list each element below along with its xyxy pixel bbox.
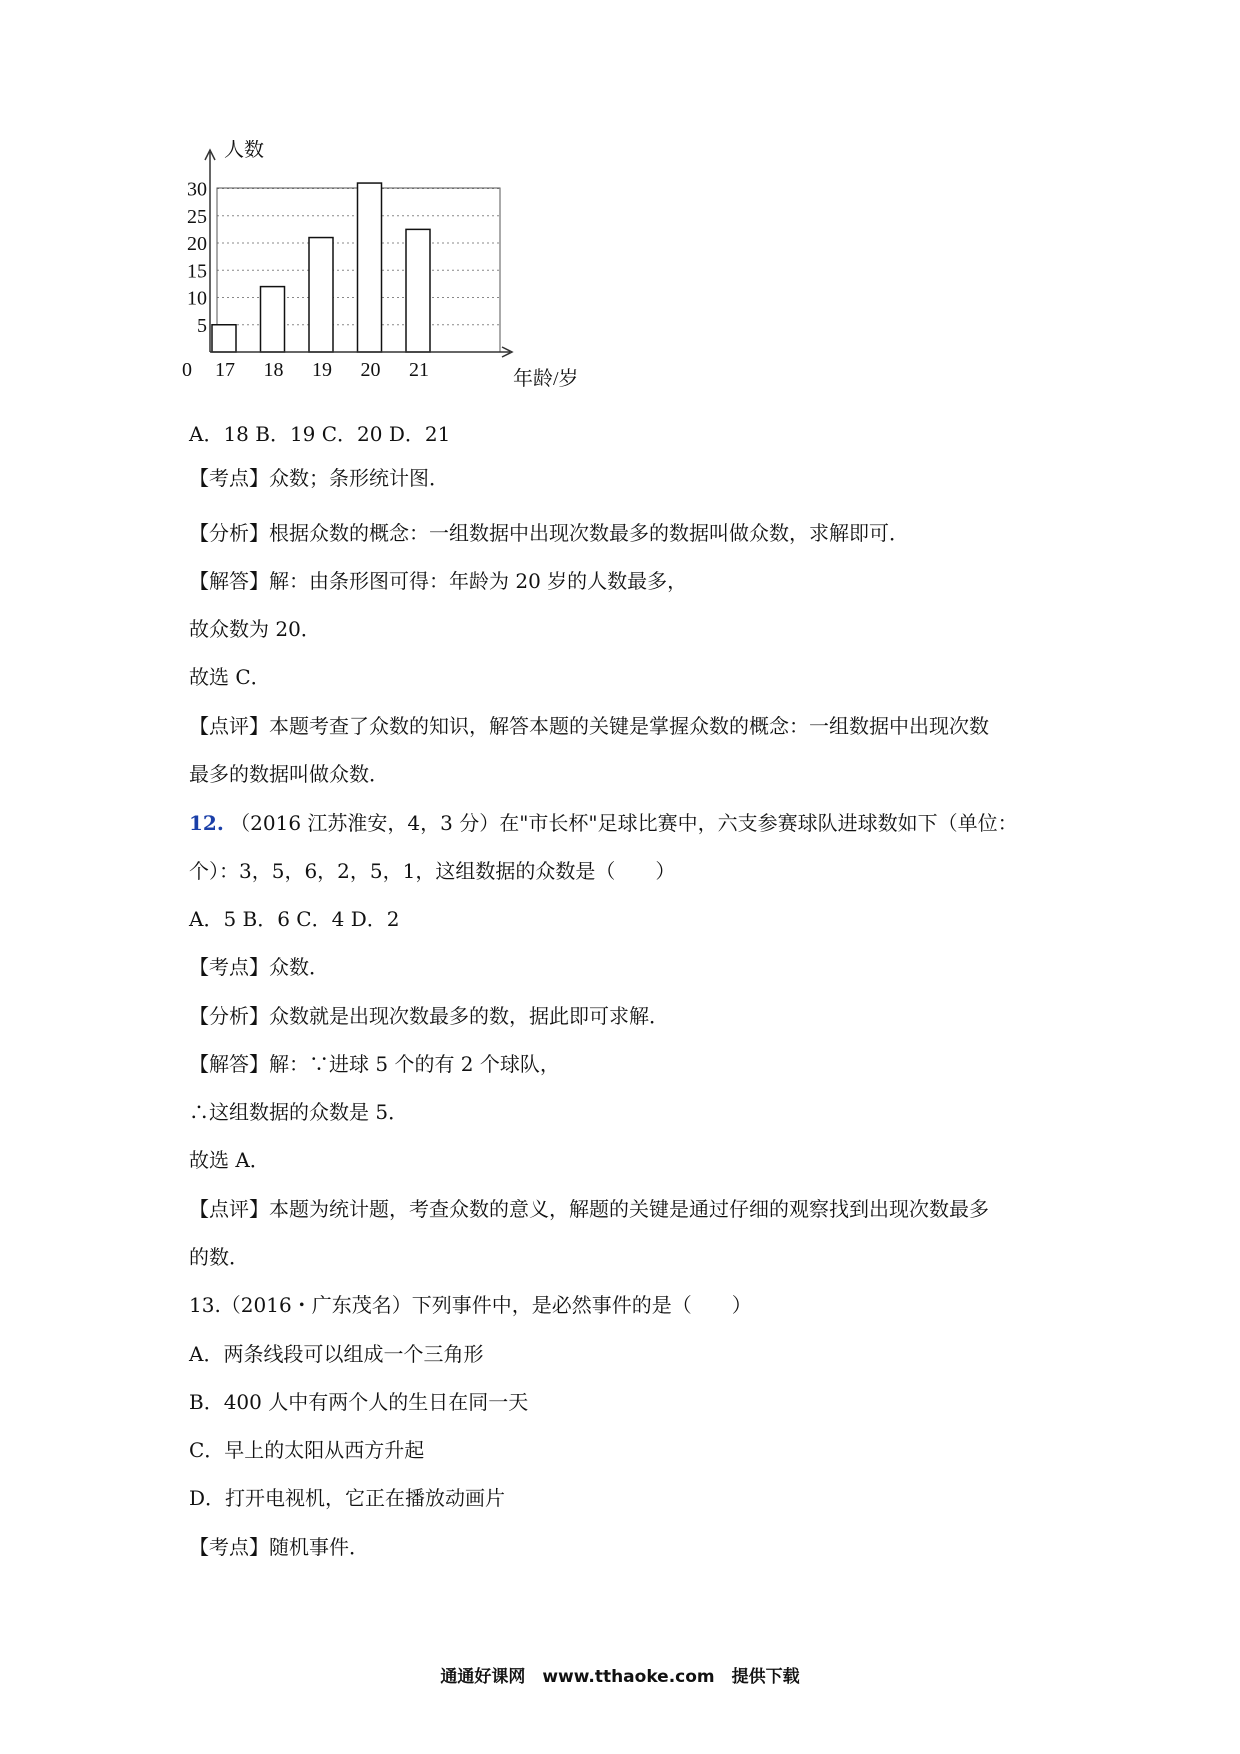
q13-option-c: C．早上的太阳从西方升起: [189, 1438, 425, 1462]
q13-stem: 13.（2016・广东茂名）下列事件中，是必然事件的是（ ）: [189, 1293, 752, 1317]
q11-kaodian: 【考点】众数；条形统计图．: [189, 466, 449, 490]
q13-option-b: B．400 人中有两个人的生日在同一天: [189, 1390, 529, 1414]
y-tick-label: 15: [187, 260, 207, 283]
q12-number: 12.: [189, 811, 224, 835]
y-tick-label: 20: [187, 233, 207, 255]
origin-label: 0: [182, 359, 192, 381]
q12-kaodian: 【考点】众数．: [189, 955, 329, 979]
q12-dianping-line2: 的数．: [189, 1245, 249, 1269]
bar-18: [261, 287, 285, 352]
q11-dianping-line1: 【点评】本题考查了众数的知识，解答本题的关键是掌握众数的概念：一组数据中出现次数: [189, 714, 989, 738]
q11-jieda-line1: 【解答】解：由条形图可得：年龄为 20 岁的人数最多，: [189, 569, 688, 593]
q12-stem-line1: [189, 808, 1089, 838]
q13-option-d: D．打开电视机，它正在播放动画片: [189, 1486, 506, 1510]
q12-fenxi: 【分析】众数就是出现次数最多的数，据此即可求解．: [189, 1004, 669, 1028]
q12-stem-text: （2016 江苏淮安，4，3 分）在"市长杯"足球比赛中，六支参赛球队进球数如下（单位：: [230, 811, 1018, 835]
y-tick-label: 10: [187, 287, 207, 310]
y-tick-labels: [187, 179, 207, 337]
y-tick-label: 25: [187, 205, 207, 228]
y-tick-label: 5: [197, 314, 207, 337]
q12-jieda-line3: 故选 A．: [189, 1148, 270, 1172]
q12-jieda-line1: 【解答】解：∵进球 5 个的有 2 个球队，: [189, 1052, 560, 1076]
bar-19: [309, 238, 333, 352]
y-axis-label: 人数: [224, 140, 264, 161]
q11-fenxi: 【分析】根据众数的概念：一组数据中出现次数最多的数据叫做众数，求解即可．: [189, 521, 909, 545]
q11-options: A．18 B．19 C．20 D．21: [189, 422, 451, 446]
x-tick-label: 18: [263, 359, 284, 381]
page-footer: 通通好课网 www.tthaoke.com 提供下载: [440, 1667, 800, 1687]
bars: [212, 183, 430, 352]
bar-20: [358, 183, 382, 352]
q12-options: A．5 B．6 C．4 D．2: [189, 907, 400, 931]
x-tick-label: 21: [409, 359, 429, 381]
x-tick-labels: [215, 359, 429, 381]
q11-dianping-line2: 最多的数据叫做众数．: [189, 762, 389, 786]
bar-21: [406, 229, 430, 352]
y-tick-label: 30: [187, 178, 207, 201]
x-tick-label: 20: [360, 359, 381, 381]
q12-stem-line2: 个）：3，5，6，2，5，1，这组数据的众数是（ ）: [189, 859, 676, 883]
x-tick-label: 17: [215, 359, 235, 381]
bar-chart: [180, 140, 600, 405]
x-tick-label: 19: [312, 359, 332, 381]
bar-17: [212, 325, 236, 352]
q12-dianping-line1: 【点评】本题为统计题，考查众数的意义，解题的关键是通过仔细的观察找到出现次数最多: [189, 1197, 989, 1221]
q12-jieda-line2: ∴这组数据的众数是 5．: [189, 1100, 409, 1124]
q13-kaodian: 【考点】随机事件．: [189, 1535, 369, 1559]
q11-jieda-line3: 故选 C．: [189, 665, 271, 689]
q11-jieda-line2: 故众数为 20．: [189, 617, 321, 641]
x-axis-label: 年龄/岁: [513, 368, 579, 390]
q13-option-a: A．两条线段可以组成一个三角形: [189, 1342, 484, 1366]
